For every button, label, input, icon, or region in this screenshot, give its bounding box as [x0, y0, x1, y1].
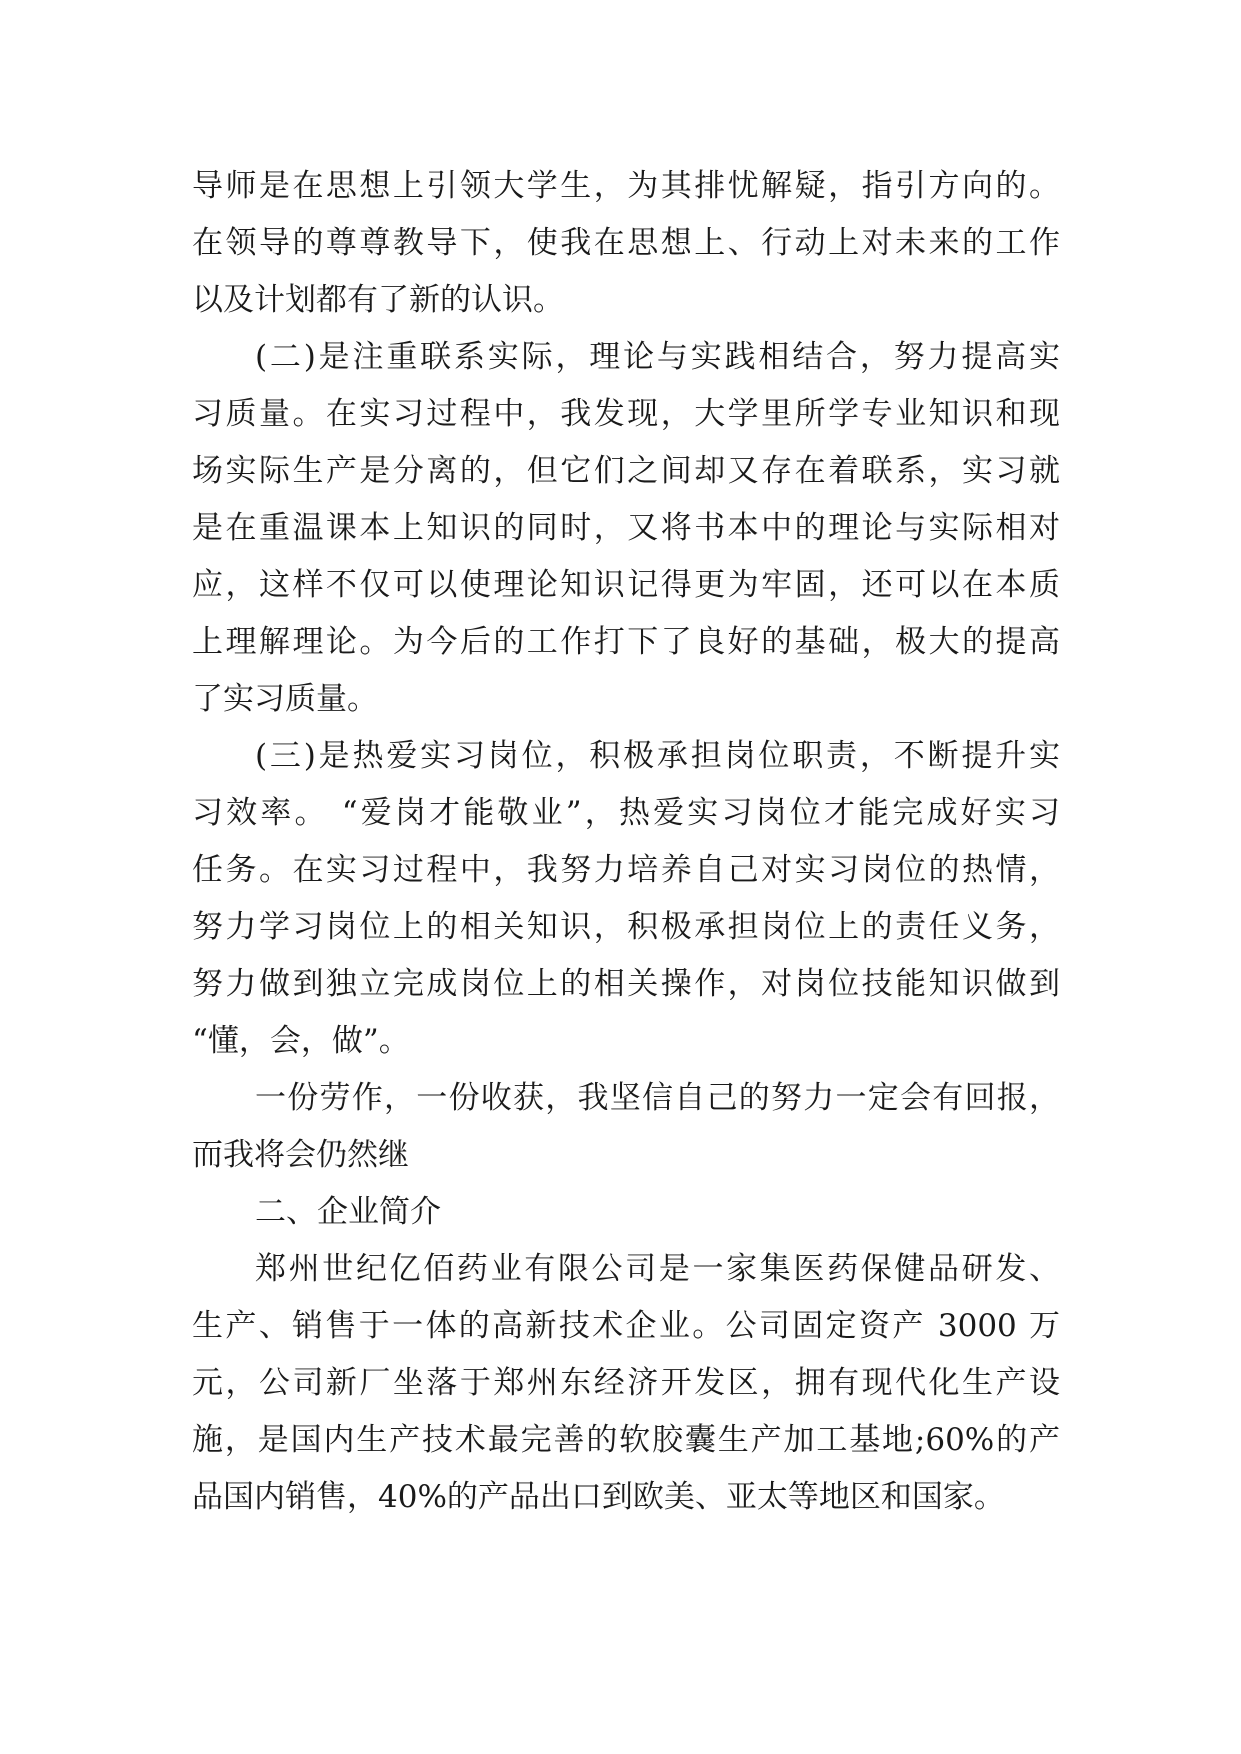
text-line: 以及计划都有了新的认识。 [192, 282, 564, 318]
text-line: 应，这样不仅可以使理论知识记得更为牢固，还可以在本质 [192, 567, 1060, 603]
text-line: 场实际生产是分离的，但它们之间却又存在着联系，实习就 [192, 453, 1060, 489]
text-line: 而我将会仍然继 [192, 1137, 409, 1173]
text-line: 在领导的尊尊教导下，使我在思想上、行动上对未来的工作 [192, 225, 1060, 261]
text-line: 品国内销售，40%的产品出口到欧美、亚太等地区和国家。 [192, 1479, 1005, 1515]
text-line: 上理解理论。为今后的工作打下了良好的基础，极大的提高 [192, 624, 1060, 660]
paragraph-start-line: 一份劳作，一份收获，我坚信自己的努力一定会有回报， [255, 1080, 1060, 1116]
paragraph-start-line: (二)是注重联系实际，理论与实践相结合，努力提高实 [255, 339, 1060, 375]
document-page [192, 158, 1060, 1526]
text-line: 施，是国内生产技术最完善的软胶囊生产加工基地;60%的产 [192, 1422, 1060, 1458]
text-line: 生产、销售于一体的高新技术企业。公司固定资产 3000 万 [192, 1308, 1060, 1344]
paragraph-start-line: 郑州世纪亿佰药业有限公司是一家集医药保健品研发、 [255, 1251, 1060, 1287]
text-line: 习质量。在实习过程中，我发现，大学里所学专业知识和现 [192, 396, 1060, 432]
text-line: 了实习质量。 [192, 681, 378, 717]
text-line: 导师是在思想上引领大学生，为其排忧解疑，指引方向的。 [192, 168, 1060, 204]
text-line: 是在重温课本上知识的同时，又将书本中的理论与实际相对 [192, 510, 1060, 546]
text-line: 任务。在实习过程中，我努力培养自己对实习岗位的热情， [192, 852, 1060, 888]
section-heading: 二、企业简介 [255, 1194, 441, 1230]
text-line: 习效率。 “爱岗才能敬业”，热爱实习岗位才能完成好实习 [192, 795, 1060, 831]
paragraph-start-line: (三)是热爱实习岗位，积极承担岗位职责，不断提升实 [255, 738, 1060, 774]
text-line: 元，公司新厂坐落于郑州东经济开发区，拥有现代化生产设 [192, 1365, 1060, 1401]
text-line: 努力做到独立完成岗位上的相关操作，对岗位技能知识做到 [192, 966, 1060, 1002]
text-line: “懂，会，做”。 [192, 1023, 410, 1059]
text-line: 努力学习岗位上的相关知识，积极承担岗位上的责任义务， [192, 909, 1060, 945]
